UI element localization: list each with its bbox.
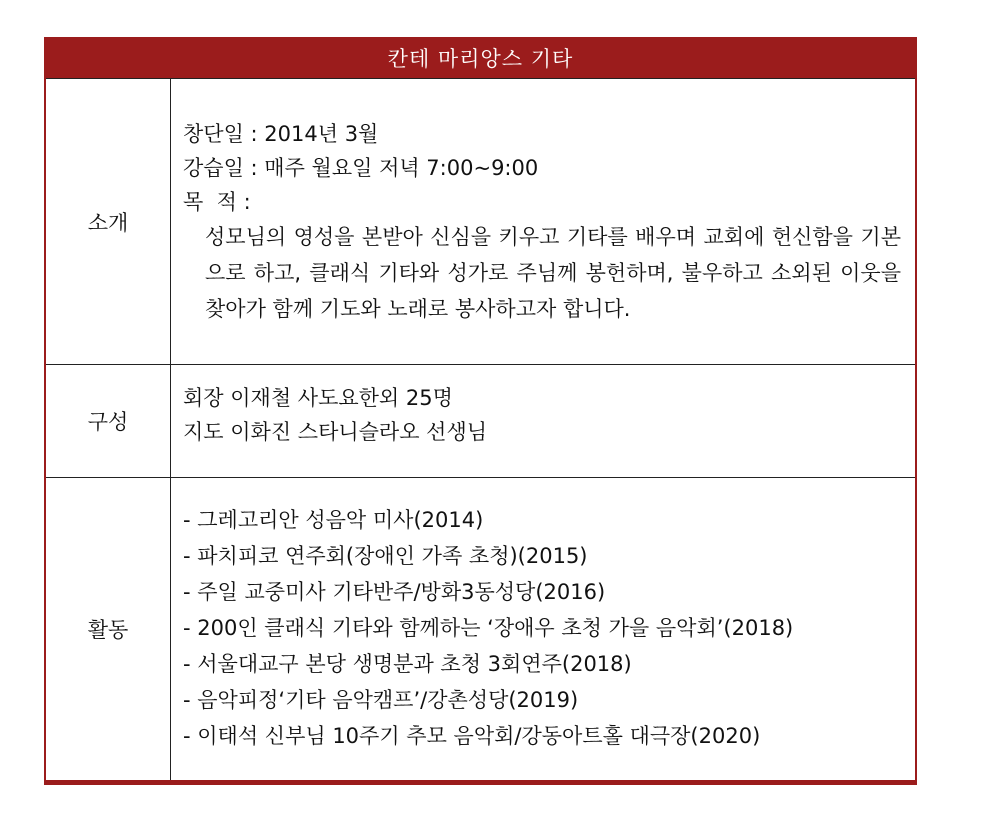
activity-item: - 음악피정‘기타 음악캠프’/강촌성당(2019) <box>183 688 579 712</box>
activity-item: - 200인 클래식 기타와 함께하는 ‘장애우 초청 가을 음악회’(2018) <box>183 616 794 640</box>
members-content <box>171 365 915 477</box>
founded-date: 창단일 : 2014년 3월 <box>183 122 379 146</box>
member-line: 회장 이재철 사도요한외 25명 <box>183 386 453 410</box>
purpose-text: 성모님의 영성을 본받아 신심을 키우고 기타를 배우며 교회에 헌신함을 기본으로 하고, 클래식 기타와 성가로 주님께 봉헌하며, 불우하고 소외된 이웃을 찾아가 함께 기도와 노래로 봉사하고자 합니다. <box>205 225 901 321</box>
activities-label: 활동 <box>46 478 171 780</box>
activities-row <box>46 478 915 785</box>
members-label: 구성 <box>46 365 171 477</box>
activity-item: - 서울대교구 본당 생명분과 초청 3회연주(2018) <box>183 652 632 676</box>
activity-item: - 그레고리안 성음악 미사(2014) <box>183 508 484 532</box>
activities-content <box>171 478 915 780</box>
activity-item: - 이태석 신부님 10주기 추모 음악회/강동아트홀 대극장(2020) <box>183 724 761 748</box>
table-title: 칸테 마리앙스 기타 <box>46 37 915 79</box>
activity-item: - 파치피코 연주회(장애인 가족 초청)(2015) <box>183 544 588 568</box>
activity-item: - 주일 교중미사 기타반주/방화3동성당(2016) <box>183 580 606 604</box>
purpose-label: 목 적 : <box>183 190 251 214</box>
lesson-schedule: 강습일 : 매주 월요일 저녁 7:00~9:00 <box>183 156 539 180</box>
member-line: 지도 이화진 스타니슬라오 선생님 <box>183 420 488 444</box>
intro-content <box>171 79 915 364</box>
members-row <box>46 365 915 478</box>
info-table <box>44 37 917 785</box>
intro-label: 소개 <box>46 79 171 364</box>
intro-row <box>46 79 915 365</box>
